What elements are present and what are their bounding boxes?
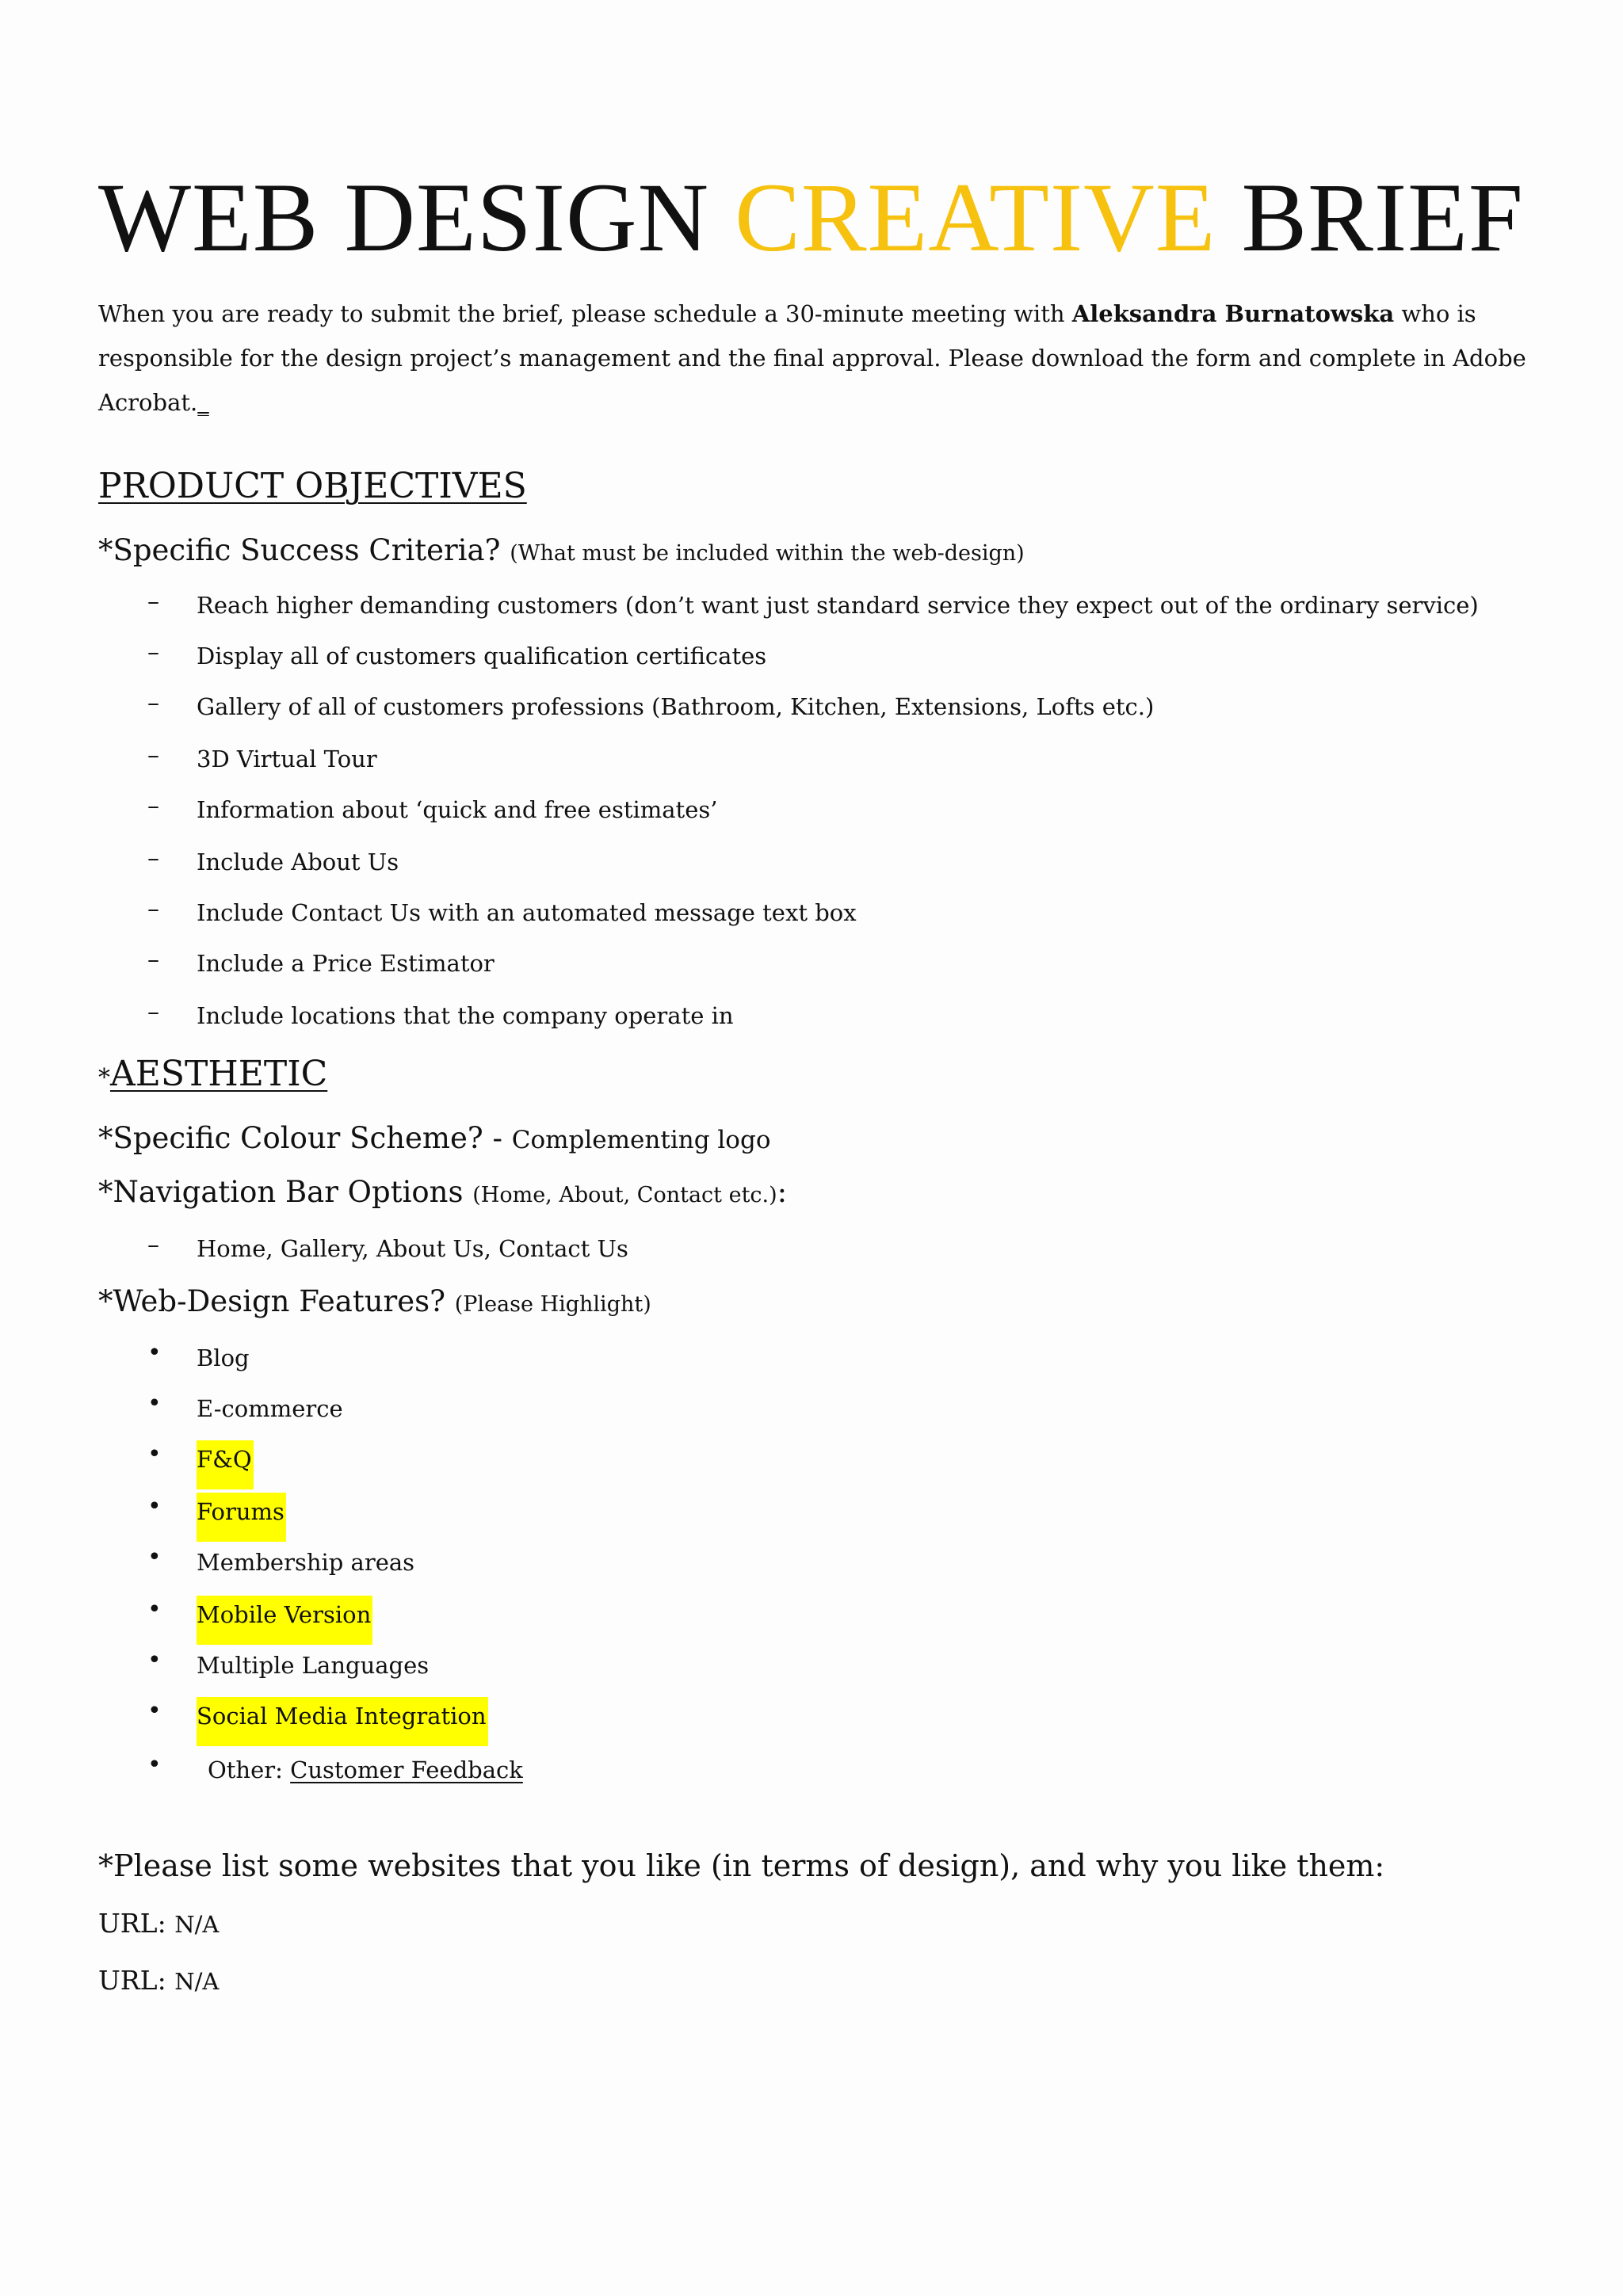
intro-text-before: When you are ready to submit the brief, please schedule a 30-minute meeting with [98,300,1072,327]
navigation-options-question [98,1173,787,1215]
bullet-marker: • [147,1646,162,1674]
list-item-text: Display all of customers qualification certificates [197,643,767,669]
product-objectives-heading-text: PRODUCT OBJECTIVES [98,466,527,506]
title-accent-word: CREATIVE [735,163,1216,272]
list-item-text: Reach higher demanding customers (don’t want just standard service they expect out of the ordinary service) [197,592,1479,619]
feature-label-highlighted: Forums [197,1493,286,1542]
section-heading-aesthetic [98,1052,327,1100]
url-value: N/A [174,1911,220,1938]
dash-marker: – [147,998,159,1026]
aesthetic-heading-text: AESTHETIC [110,1054,328,1094]
list-item-text: Include Contact Us with an automated message text box [197,899,857,926]
list-item-text: 3D Virtual Tour [197,746,377,772]
intro-contact-name: Aleksandra Burnatowska [1071,300,1395,327]
dash-marker: – [147,639,159,666]
url-value: N/A [174,1968,220,1995]
dash-marker: – [147,588,159,616]
feature-label: E-commerce [197,1395,343,1422]
bullet-marker: • [147,1596,162,1623]
dash-marker: – [147,792,159,820]
feature-other-text [208,1751,523,1789]
navigation-options-note: (Home, About, Contact etc.) [472,1183,777,1207]
bullet-marker: • [147,1751,162,1779]
colour-scheme-question [98,1119,770,1160]
dash-marker: – [147,742,159,769]
bullet-marker: • [147,1390,162,1417]
list-item-text: Include a Price Estimator [197,950,495,977]
bullet-marker: • [147,1543,162,1571]
feature-label-highlighted: F&Q [197,1440,254,1489]
colour-scheme-label: *Specific Colour Scheme? - [98,1121,512,1155]
url-line [98,1905,219,1943]
dash-marker: – [147,1231,159,1259]
title-part-2: BRIEF [1216,163,1524,272]
dash-marker: – [147,895,159,923]
intro-paragraph [98,292,1541,425]
feature-label-highlighted: Social Media Integration [197,1697,488,1746]
aesthetic-star: * [98,1064,110,1092]
list-item-text: Include locations that the company operate in [197,1002,734,1029]
feature-label: Blog [197,1344,250,1371]
bullet-marker: • [147,1697,162,1725]
list-item-text: Gallery of all of customers professions (Bathroom, Kitchen, Extensions, Lofts etc.) [197,693,1155,720]
success-criteria-note: (What must be included within the web-design) [510,541,1025,566]
intro-text-after: who is responsible for the design project’s management and the final approval. Please download the form and complete in Adobe Acrobat. [98,300,1526,416]
success-criteria-label: *Specific Success Criteria? [98,533,510,567]
websites-question: *Please list some websites that you like (in terms of design), and why you like them: [98,1848,1385,1883]
list-item-text: Home, Gallery, About Us, Contact Us [197,1235,628,1262]
feature-label-highlighted: Mobile Version [197,1596,372,1645]
dash-marker: – [147,689,159,717]
feature-other-value: Customer Feedback [290,1756,523,1783]
feature-other-label: Other: [208,1756,291,1783]
title-part-1: WEB DESIGN [98,163,735,272]
bullet-marker: • [147,1493,162,1520]
navigation-options-colon: : [777,1175,788,1209]
section-heading-product-objectives [98,464,527,509]
success-criteria-question [98,531,1025,574]
colour-scheme-answer: Complementing logo [511,1126,771,1154]
feature-label: Membership areas [197,1549,415,1576]
url-label: URL: [98,1908,175,1939]
navigation-options-label: *Navigation Bar Options [98,1175,473,1209]
page-title [98,162,1524,273]
dash-marker: – [147,845,159,872]
features-label: *Web-Design Features? [98,1284,455,1318]
intro-trailing-mark: _ [197,389,209,416]
bullet-marker: • [147,1440,162,1468]
url-line [98,1962,219,2000]
features-question [98,1282,651,1325]
feature-label: Multiple Languages [197,1652,430,1679]
features-note: (Please Highlight) [454,1292,651,1317]
list-item-text: Information about ‘quick and free estimates’ [197,796,718,823]
list-item-text: Include About Us [197,849,399,875]
bullet-marker: • [147,1339,162,1367]
dash-marker: – [147,946,159,974]
url-label: URL: [98,1965,175,1996]
